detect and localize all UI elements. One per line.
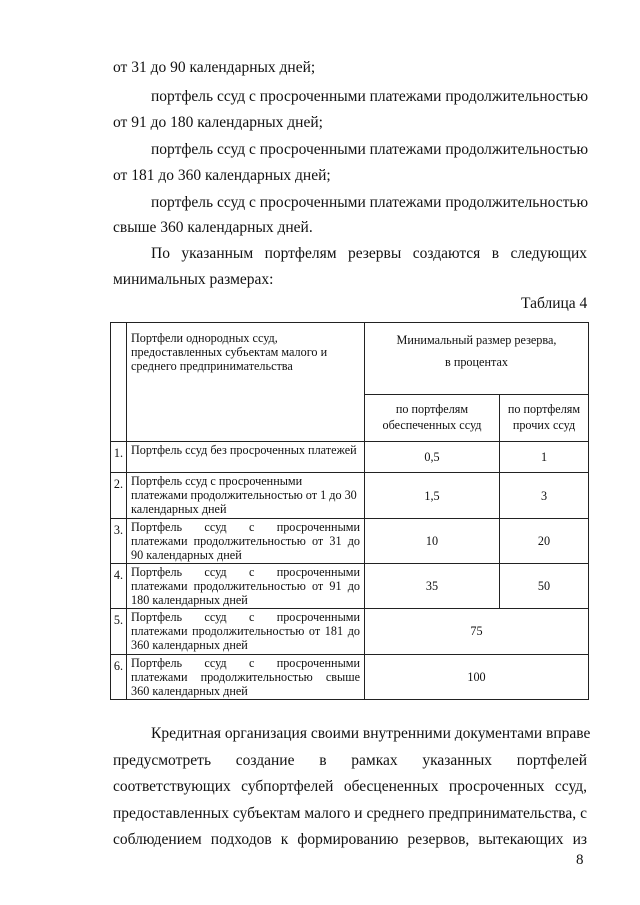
row-secured-value: 0,5: [365, 442, 500, 473]
text-line: портфель ссуд с просроченными платежами продолжительностью: [151, 141, 589, 158]
row-secured-value: 35: [365, 563, 500, 608]
header-other-cell: [500, 395, 589, 442]
row-portfolio: Портфель ссуд без просроченных платежей: [127, 442, 365, 473]
text-line: от 181 до 360 календарных дней;: [113, 167, 331, 184]
header-portfolio-cell: [127, 323, 365, 442]
row-number: 1.: [111, 442, 127, 473]
text-line: соблюдением подходов к формированию резервов, вытекающих из: [113, 831, 587, 848]
row-number: 6.: [111, 654, 127, 699]
header-portfolio: Портфели однородных ссуд, предоставленных субъектам малого и среднего предпринимательства: [131, 331, 328, 373]
header-min-line2: в процентах: [445, 355, 508, 369]
table-row: [111, 518, 589, 563]
row-number: 5.: [111, 609, 127, 654]
table-caption: Таблица 4: [521, 295, 588, 312]
header-num-cell: [111, 323, 127, 442]
header-secured-cell: [365, 395, 500, 442]
table-row: [111, 609, 589, 654]
row-merged-value: 100: [365, 654, 589, 699]
table-row: [111, 654, 589, 699]
row-portfolio: Портфель ссуд с просроченными платежами продолжительностью свыше 360 календарных дней: [127, 654, 365, 699]
row-portfolio: Портфель ссуд с просроченными платежами продолжительностью от 31 до 90 календарных дней: [127, 518, 365, 563]
page-number: 8: [576, 852, 584, 868]
row-number: 4.: [111, 563, 127, 608]
text-line: от 91 до 180 календарных дней;: [113, 114, 323, 131]
row-portfolio: Портфель ссуд с просроченными платежами продолжительностью от 91 до 180 календарных дней: [127, 563, 365, 608]
row-number: 3.: [111, 518, 127, 563]
text-line: предусмотреть создание в рамках указанных портфелей: [113, 752, 587, 769]
text-line: соответствующих субпортфелей обесцененных просроченных ссуд,: [113, 778, 587, 795]
row-other-value: 1: [500, 442, 589, 473]
row-portfolio: Портфель ссуд с просроченными платежами продолжительностью от 181 до 360 календарных дней: [127, 609, 365, 654]
row-secured-value: 10: [365, 518, 500, 563]
text-line: свыше 360 календарных дней.: [113, 219, 313, 236]
text-line: Кредитная организация своими внутренними документами вправе: [151, 725, 591, 742]
text-line: портфель ссуд с просроченными платежами продолжительностью: [151, 88, 589, 105]
row-secured-value: 1,5: [365, 473, 500, 518]
reserve-table: [110, 322, 589, 700]
row-merged-value: 75: [365, 609, 589, 654]
row-other-value: 20: [500, 518, 589, 563]
row-other-value: 50: [500, 563, 589, 608]
table-row: [111, 442, 589, 473]
table-row: [111, 473, 589, 518]
row-number: 2.: [111, 473, 127, 518]
text-line: предоставленных субъектам малого и среднего предпринимательства, с: [113, 805, 587, 822]
header-min-line1: Минимальный размер резерва,: [396, 333, 557, 347]
table-row: [111, 563, 589, 608]
header-other: по портфелям прочих ссуд: [507, 402, 581, 433]
text-line: от 31 до 90 календарных дней;: [113, 59, 316, 76]
header-secured: по портфелям обеспеченных ссуд: [382, 402, 482, 433]
row-portfolio: Портфель ссуд с просроченными платежами продолжительностью от 1 до 30 календарных дней: [127, 473, 365, 518]
text-line: По указанным портфелям резервы создаются в следующих: [151, 245, 587, 262]
text-line: портфель ссуд с просроченными платежами продолжительностью: [151, 194, 589, 211]
header-min-cell: [365, 323, 589, 395]
row-other-value: 3: [500, 473, 589, 518]
text-line: минимальных размерах:: [113, 271, 274, 288]
